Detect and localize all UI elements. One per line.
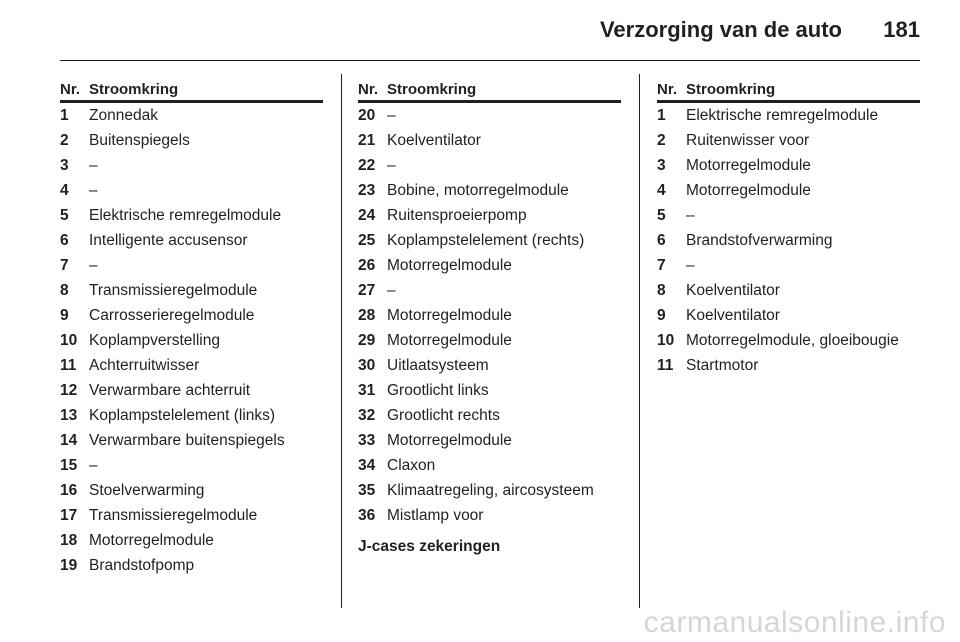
fuse-number: 17 bbox=[60, 507, 78, 524]
table-row bbox=[657, 178, 920, 203]
table-row bbox=[60, 403, 323, 428]
fuse-number: 15 bbox=[60, 457, 78, 474]
table-row bbox=[657, 103, 920, 128]
circuit-name: – bbox=[89, 157, 98, 174]
fuse-number: 35 bbox=[358, 482, 376, 499]
circuit-name: Grootlicht rechts bbox=[387, 407, 500, 424]
fuse-number: 1 bbox=[657, 107, 666, 124]
table-row bbox=[358, 178, 621, 203]
fuse-number: 3 bbox=[657, 157, 666, 174]
circuit-name: – bbox=[387, 157, 396, 174]
circuit-name: Mistlamp voor bbox=[387, 507, 484, 524]
table-row bbox=[358, 428, 621, 453]
fuse-number: 5 bbox=[60, 207, 69, 224]
circuit-name: Motorregelmodule bbox=[387, 257, 512, 274]
circuit-name: Motorregelmodule bbox=[686, 182, 811, 199]
circuit-name: – bbox=[686, 207, 695, 224]
fuse-number: 11 bbox=[60, 357, 77, 374]
header-circuit: Stroomkring bbox=[387, 81, 477, 98]
fuse-number: 19 bbox=[60, 557, 78, 574]
circuit-name: Koplampstelelement (links) bbox=[89, 407, 276, 424]
circuit-name: Motorregelmodule bbox=[89, 532, 214, 549]
table-row bbox=[657, 303, 920, 328]
table-row bbox=[60, 253, 323, 278]
table-row bbox=[60, 153, 323, 178]
column-divider bbox=[639, 74, 640, 608]
table-row bbox=[60, 453, 323, 478]
circuit-name: Elektrische remregelmodule bbox=[89, 207, 282, 224]
table-row bbox=[657, 328, 920, 353]
circuit-name: Startmotor bbox=[686, 357, 759, 374]
fuse-number: 31 bbox=[358, 382, 376, 399]
fuse-table-column-3 bbox=[657, 78, 920, 378]
table-row bbox=[358, 253, 621, 278]
table-row bbox=[358, 503, 621, 528]
table-header bbox=[657, 78, 920, 103]
table-row bbox=[60, 178, 323, 203]
fuse-number: 4 bbox=[60, 182, 69, 199]
fuse-number: 6 bbox=[657, 232, 666, 249]
fuse-number: 30 bbox=[358, 357, 376, 374]
circuit-name: Koplampstelelement (rechts) bbox=[387, 232, 585, 249]
table-header bbox=[358, 78, 621, 103]
circuit-name: Ruitenwisser voor bbox=[686, 132, 810, 149]
fuse-number: 7 bbox=[657, 257, 666, 274]
table-row bbox=[657, 253, 920, 278]
fuse-number: 34 bbox=[358, 457, 376, 474]
table-row bbox=[60, 128, 323, 153]
section-subheading: J-cases zekeringen bbox=[358, 538, 501, 555]
fuse-number: 28 bbox=[358, 307, 376, 324]
circuit-name: Koplampverstelling bbox=[89, 332, 220, 349]
table-row bbox=[60, 428, 323, 453]
table-row bbox=[358, 128, 621, 153]
header-nr: Nr. bbox=[358, 81, 379, 98]
fuse-number: 8 bbox=[60, 282, 69, 299]
fuse-number: 11 bbox=[657, 357, 674, 374]
table-row bbox=[60, 278, 323, 303]
circuit-name: Zonnedak bbox=[89, 107, 158, 124]
circuit-name: – bbox=[89, 182, 98, 199]
circuit-name: Verwarmbare buitenspiegels bbox=[89, 432, 285, 449]
circuit-name: Motorregelmodule bbox=[387, 307, 512, 324]
fuse-number: 27 bbox=[358, 282, 376, 299]
table-row bbox=[60, 478, 323, 503]
fuse-number: 22 bbox=[358, 157, 376, 174]
fuse-number: 2 bbox=[60, 132, 69, 149]
page-header bbox=[60, 0, 920, 61]
fuse-number: 4 bbox=[657, 182, 666, 199]
circuit-name: – bbox=[89, 257, 98, 274]
circuit-name: Motorregelmodule bbox=[387, 432, 512, 449]
table-row bbox=[358, 453, 621, 478]
circuit-name: Intelligente accusensor bbox=[89, 232, 248, 249]
fuse-table-column-2 bbox=[358, 78, 621, 528]
table-row bbox=[60, 103, 323, 128]
table-row bbox=[60, 378, 323, 403]
fuse-number: 13 bbox=[60, 407, 78, 424]
circuit-name: Transmissieregelmodule bbox=[89, 282, 258, 299]
column-divider bbox=[341, 74, 342, 608]
table-row bbox=[358, 203, 621, 228]
fuse-number: 5 bbox=[657, 207, 666, 224]
table-row bbox=[358, 403, 621, 428]
fuse-number: 10 bbox=[657, 332, 675, 349]
circuit-name: Koelventilator bbox=[387, 132, 481, 149]
table-row bbox=[358, 478, 621, 503]
table-row bbox=[657, 278, 920, 303]
fuse-number: 32 bbox=[358, 407, 376, 424]
table-row bbox=[657, 128, 920, 153]
circuit-name: Claxon bbox=[387, 457, 436, 474]
circuit-name: Elektrische remregelmodule bbox=[686, 107, 879, 124]
table-header bbox=[60, 78, 323, 103]
circuit-name: Grootlicht links bbox=[387, 382, 489, 399]
fuse-number: 18 bbox=[60, 532, 78, 549]
circuit-name: Brandstofverwarming bbox=[686, 232, 833, 249]
header-circuit: Stroomkring bbox=[89, 81, 179, 98]
fuse-number: 9 bbox=[657, 307, 666, 324]
circuit-name: – bbox=[387, 282, 396, 299]
fuse-table-column-1 bbox=[60, 78, 323, 578]
fuse-number: 23 bbox=[358, 182, 376, 199]
table-row bbox=[60, 303, 323, 328]
fuse-number: 6 bbox=[60, 232, 69, 249]
circuit-name: – bbox=[686, 257, 695, 274]
page-title: Verzorging van de auto bbox=[599, 17, 842, 42]
table-row bbox=[657, 353, 920, 378]
table-row bbox=[60, 528, 323, 553]
circuit-name: Koelventilator bbox=[686, 307, 780, 324]
fuse-number: 12 bbox=[60, 382, 78, 399]
table-row bbox=[358, 103, 621, 128]
table-row bbox=[358, 303, 621, 328]
table-row bbox=[657, 153, 920, 178]
fuse-number: 2 bbox=[657, 132, 666, 149]
circuit-name: Stoelverwarming bbox=[89, 482, 205, 499]
fuse-number: 36 bbox=[358, 507, 376, 524]
fuse-number: 7 bbox=[60, 257, 69, 274]
fuse-number: 21 bbox=[358, 132, 376, 149]
circuit-name: Motorregelmodule, gloeibougie bbox=[686, 332, 899, 349]
fuse-number: 25 bbox=[358, 232, 376, 249]
table-row bbox=[657, 228, 920, 253]
circuit-name: – bbox=[89, 457, 98, 474]
header-nr: Nr. bbox=[60, 81, 81, 98]
circuit-name: Achterruitwisser bbox=[89, 357, 200, 374]
circuit-name: Brandstofpomp bbox=[89, 557, 195, 574]
circuit-name: Uitlaatsysteem bbox=[387, 357, 489, 374]
circuit-name: Koelventilator bbox=[686, 282, 780, 299]
table-row bbox=[657, 203, 920, 228]
circuit-name: Verwarmbare achterruit bbox=[89, 382, 251, 399]
header-circuit: Stroomkring bbox=[686, 81, 776, 98]
header-nr: Nr. bbox=[657, 81, 678, 98]
table-row bbox=[60, 503, 323, 528]
fuse-number: 29 bbox=[358, 332, 376, 349]
fuse-number: 14 bbox=[60, 432, 78, 449]
table-row bbox=[60, 553, 323, 578]
fuse-number: 20 bbox=[358, 107, 376, 124]
circuit-name: Klimaatregeling, aircosysteem bbox=[387, 482, 594, 499]
circuit-name: – bbox=[387, 107, 396, 124]
fuse-number: 33 bbox=[358, 432, 376, 449]
circuit-name: Motorregelmodule bbox=[686, 157, 811, 174]
table-row bbox=[60, 228, 323, 253]
circuit-name: Carrosserieregelmodule bbox=[89, 307, 255, 324]
page-number: 181 bbox=[883, 17, 920, 42]
fuse-number: 24 bbox=[358, 207, 376, 224]
fuse-number: 1 bbox=[60, 107, 69, 124]
table-row bbox=[60, 328, 323, 353]
circuit-name: Bobine, motorregelmodule bbox=[387, 182, 569, 199]
circuit-name: Buitenspiegels bbox=[89, 132, 190, 149]
table-row bbox=[358, 328, 621, 353]
fuse-number: 10 bbox=[60, 332, 78, 349]
table-row bbox=[358, 153, 621, 178]
table-row bbox=[358, 353, 621, 378]
table-row bbox=[358, 378, 621, 403]
fuse-number: 9 bbox=[60, 307, 69, 324]
fuse-number: 26 bbox=[358, 257, 376, 274]
watermark: carmanualsonline.info bbox=[643, 606, 946, 639]
circuit-name: Transmissieregelmodule bbox=[89, 507, 258, 524]
fuse-number: 8 bbox=[657, 282, 666, 299]
table-row bbox=[358, 278, 621, 303]
table-row bbox=[60, 353, 323, 378]
fuse-number: 16 bbox=[60, 482, 78, 499]
fuse-number: 3 bbox=[60, 157, 69, 174]
table-row bbox=[60, 203, 323, 228]
circuit-name: Ruitensproeierpomp bbox=[387, 207, 527, 224]
circuit-name: Motorregelmodule bbox=[387, 332, 512, 349]
table-row bbox=[358, 228, 621, 253]
